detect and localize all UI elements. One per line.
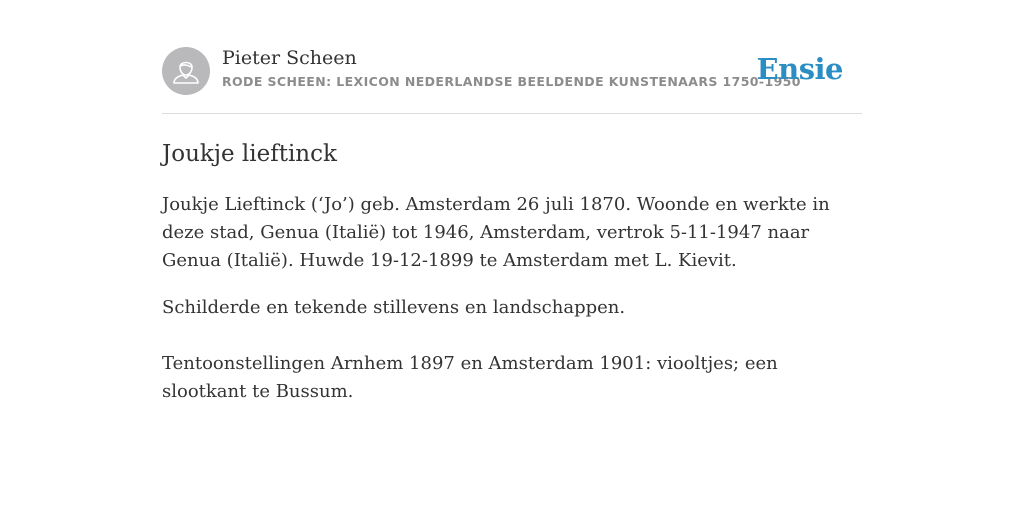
article-paragraph-exhibitions: Tentoonstellingen Arnhem 1897 en Amsterdam 1901: viooltjes; een slootkant te Bussum.: [162, 353, 778, 402]
article-header: [162, 46, 862, 114]
article-title: Joukje lieftinck: [162, 141, 337, 167]
user-avatar-icon[interactable]: [162, 47, 210, 95]
article-paragraph-biography: Joukje Lieftinck (‘Jo’) geb. Amsterdam 26 juli 1870. Woonde en werkte in deze stad, Genua (Italië) tot 1946, Amsterdam, vertrok 5-11-1947 naar Genua (Italië). Huwde 19-12-1899 te Amsterdam met L. Kievit.: [162, 194, 830, 271]
ensie-logo[interactable]: Ensie: [756, 52, 843, 86]
article-paragraph-work: Schilderde en tekende stillevens en landschappen.: [162, 297, 626, 318]
source-label[interactable]: RODE SCHEEN: LEXICON NEDERLANDSE BEELDENDE KUNSTENAARS 1750-1950: [222, 74, 801, 89]
author-name[interactable]: Pieter Scheen: [222, 47, 357, 69]
article-card: [162, 46, 862, 406]
